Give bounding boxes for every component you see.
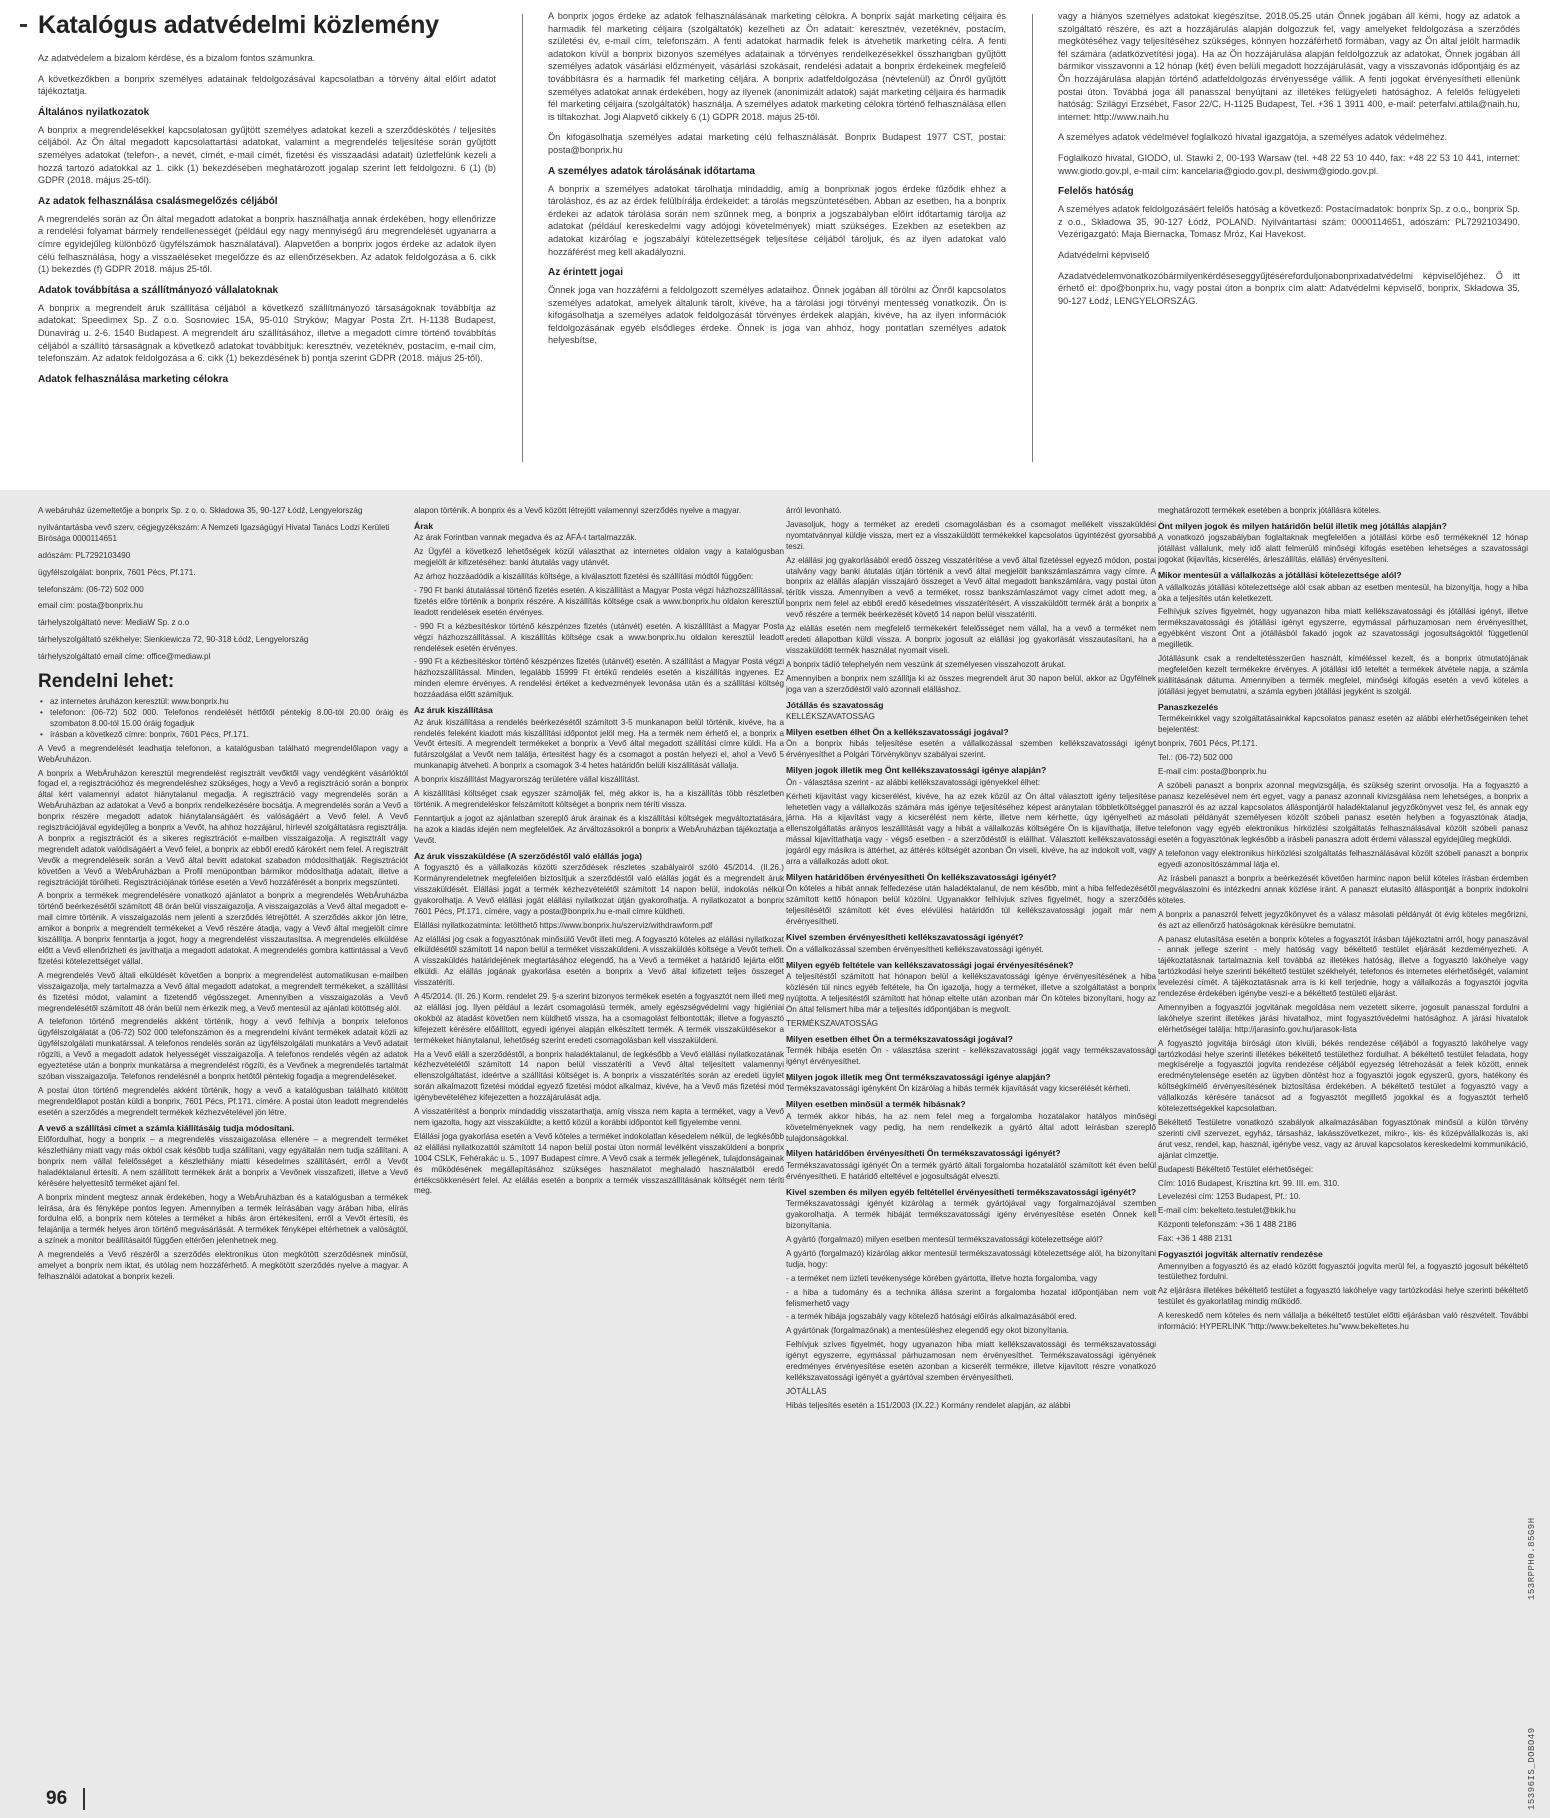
paragraph: A bonprix kiszállítást Magyarország területére vállal kiszállítást. — [414, 775, 640, 785]
paragraph: Termékszavatossági igényét Ön a termék gyártó általi forgalomba hozatalától számított két éven belül érvényesítheti. E határidő elteltével e jogosultságát elveszti. — [786, 1160, 1156, 1181]
paragraph: árról levonható. — [786, 506, 842, 515]
paragraph: Elállási nyilatkozatminta: letölthető https://www.bonprix.hu/szerviz/withdrawform.pdf — [414, 920, 713, 930]
ordering-method-item: • telefonon: (06-72) 502 000. Telefonos rendelését hétfőtől péntekig 8.00-tól 20.00 óráig és szombaton 8.00-tól 15.00 óráig fogadjuk — [38, 708, 408, 730]
paragraph: A bonprix jogos érdeke az adatok felhasználásának marketing célokra. A bonprix saját marketing céljaira és harmadik fél marketing céljaira (szolgáltatók) kezelheti az Ön adatait: keresztnév, vezetéknév, postacím, születési év, e-mail cím, telefonszám. A fenti adatokat harmadik felek is átvehetik marketing célra. A fenti adatokon kívül a bonprix bizonyos személyes adatainak a törvényes rendelkezésekkel összhangban gyűjtött személyes adatok vásárlási előzményeit, vásárlási szokásait, rendelési adatait a bonprix érdekeinek megfelelő továbbításra és a harmadik fél marketing céljára. A bonprix adatfeldolgozása (névtelenül) az Önről gyűjtött személyes adatokat annak érdekében, hogy az ilyenek (anonimizált adatok) saját marketing céljaira és harmadik fél marketing céljaira (szolgáltatók) használja. A személyes adatok marketing célokra történő felhasználása ellen is tiltakozhat. Jogi Alapvető cikkely 6 (1) GDPR 2018. május 25-től. — [548, 11, 1006, 122]
paragraph: JÓTÁLLÁS — [786, 1386, 827, 1396]
paragraph: Az eljárásra illetékes békéltető testület a fogyasztó lakóhelye vagy tartózkodási helye szerinti békéltető testület és gyakorlatilag mindig működő. — [1158, 1286, 1528, 1307]
paragraph: A bonprix a termékek megrendelésére vonatkozó ajánlatot a bonprix a megrendelés WebÁruházba történő beérkezésétől számított 48 órán belül visszaigazolja. A visszaigazolás a Vevő által megadott e-mail címre történik. A visszaigazolás nem jelenti a szerződés létrejöttét. A szerződés akkor jön létre, amikor a bonprix a megrendelt termékeket a Vevő részére átadja, vagy a Vevő által megjelölt címre kiszállítja. A bonprix fenntartja a jogot, hogy a megrendelést visszautasítsa. A megrendelés elküldése előtt a Vevő ellenőrizheti és javíthatja a megadott adatokat. A megrendelés gombra kattintással a Vevő fizetési kötelezettséget vállal. — [38, 891, 408, 966]
paragraph: - 990 Ft a kézbesítéskor történő készpénzes fizetés (utánvét) esetén. A kiszállítást a Magyar Posta végzi házhozszállítással. A kiszállítás költsége csak a www.bonprix.hu oldalon keresztül leadott rendelések esetén érvényes. — [414, 621, 784, 653]
section-heading: Milyen határidőben érvényesítheti Ön kellékszavatossági igényét? — [786, 871, 1057, 882]
paragraph: Levelezési cím: 1253 Budapest, Pf.: 10. — [1158, 1192, 1301, 1202]
privacy-notice-section — [0, 0, 1550, 488]
paragraph: A bonprix a panaszról felvett jegyzőkönyvet és a válasz másolati példányát öt évig köteles megőrizni, és azt az ellenőrző hatóságoknak kérésükre bemutatni. — [1158, 909, 1528, 930]
paragraph: vagy a hiányos személyes adatokat kiegészítse. 2018.05.25 után Önnek jogában áll kérni, hogy az adatok a szolgáltató részére, és azt a hozzájárulás alapján dolgozzuk fel, vagy amelyeket feldolgozása a szerződés megkötéséhez vagy teljesítéséhez szükséges, könnyen hozzáférhető formában, vagy az Ön által jelölt harmadik fél számára (adatközvetítési joga). Ha az Ön hozzájárulása alapján feldolgozzuk az adatokat, Önnek jogában áll bármikor visszavonni a 12 hónap (két) éven belüli megadott hozzájárulását, vagy a visszavonás időpontjáig és az Ön hozzájárulása alapján történő adatfeldolgozás érvényessége vállik. A fenti jogokat érvényesítheti ellenünk postai úton. Továbbá joga áll panasszal benyújtani az illetékes felügyeleti hatósághoz. A felelős felügyeleti hatóság: Szilágyi Erzsébet, Fasor 22/C, H-1125 Budapest, Tel. +36 1 3911 400, e-mail: peterfalvi.attila@naih.hu, internet: http://www.naih.hu — [1058, 11, 1520, 122]
paragraph: A telefonon történő megrendelés akként történik, hogy a vevő felhívja a bonprix telefonos ügyfélszolgálatát a (06-72) 502 000 telefonszámon és a megrendelni kívánt termékek adatait közli az ügyfélszolgálati munkatárssal. A telefonos rendelés során az ügyfélszolgálati munkatárs a Vevő adatait rögzíti, a Vevő a megadott adatok helyességét visszaigazolja. A telefonos rendelés végén az adatok egyeztetése után a bonprix munkatársa a megrendelést rögzíti, és a Vevőnek a megrendelés tartalmát szóban visszaigazolja. Telefonos rendelésnél a bonprix hetőtől péntekig fogadja a megrendeléseket. — [38, 1017, 408, 1081]
paragraph: A bonprix a WebÁruházon keresztül megrendelést regisztrált vevőktől vagy vendégként vásárlóktól fogad el, a regisztrációhoz és megrendeléshez szükséges, hogy a Vevő a regisztráció során a bonprix által kért valamennyi adatot hiánytalanul megadja. A regisztráció vagy megrendelés során a WebÁruházban az adatokat a Vevő a bonprix rendelkezésére bocsátja. A megrendelés során a Vevő a bonprix részére megadott adatok hiánytalanságáért és valóságáért a Vevő felel. A Vevő regisztrációjával egyidejűleg a bonprix a Vevőt, ha ahhoz hozzájárul, hírlevél szolgáltatásra regisztrálja. A bonprix a regisztrációt és a sikeres regisztrációt e-mailben visszaigazolja. A regisztrált vagy megrendelt adatok valódiságáért a Vevő felel, a bonprix az ebből eredő károkért nem felel. A regisztrált Vevők a megrendeléseik során a Vevő által bevitt adatokat szabadon módosíthatják. Regisztrációt követően a Vevő a WebÁruházban a Profil menüpontban bármikor módosíthatja adatait, illetve a regisztrációját törölheti. Regisztrációjának törlése esetén a Vevő hozzáférését a bonprix megszünteti. — [38, 768, 408, 887]
paragraph: Tel.: (06-72) 502 000 — [1158, 752, 1233, 762]
section-heading: Adatok felhasználása marketing célokra — [38, 373, 229, 385]
contact-line: nyilvántartásba vevő szerv, cégjegyzékszám: A Nemzeti Igazságügyi Hivatal Tanács Lodzi Kerületi Bírósága 0000114651 — [38, 522, 390, 543]
paragraph: A bonprix a megrendelt áruk szállítása céljából a következő szállítmányozó társaságoknak továbbítja az adatokat: Speedimex Sp. Z o.o. Sosnowiec 15A, 95-010 Stryków; Magyar Posta Zrt. H-1138 Budapest, Dunavirág u. 2-6. 1540 Budapest. A megrendelt áru szállításához, illetve a megadott címre történő továbbítás céljából a szállító társaságnak a következő adatokat továbbítjuk: keresztnév, vezetéknév, postacím, e-mail cím, telefonszám. Az adatok feldolgozása a 6. cikk (1) bekezdésének b) pontja szerint GDPR (2018. május 25-től). — [38, 302, 496, 364]
paragraph: Az áruk kiszállítása a rendelés beérkezésétől számított 3-5 munkanapon belül történik, kivéve, ha a rendelés feleként kiadott más kiszállítási időpontot jelöl meg. Ha a termék nem érhető el, a bonprix a Vevőt értesíti. A megrendelt termékeket a bonprix a Vevő által megadott szállítási címre küldi. Ha a futárszolgálat a Vevőt nem találja, értesítést hagy és a csomagot a postán helyezi el, ahol a Vevő 5 munkanapig átveheti. A bonprix a csomagok 3-4 hetes határidőn belüli kiszállítását vállalja. — [414, 717, 784, 771]
paragraph: Termékszavatossági igényét kizárólag a termék gyártójával vagy forgalmazójával szemben gyakorolhatja. A termék hibáját termékszavatossági igény érvényesítése esetén Önnek kell bizonyítania. — [786, 1199, 1156, 1231]
section-heading: Kivel szemben érvényesítheti kellékszavatossági igényét? — [786, 932, 1024, 943]
section-heading: A személyes adatok tárolásának időtartama — [548, 165, 755, 177]
paragraph: Az Ügyfél a következő lehetőségek közül választhat az internetes oldalon vagy a katalógusban megjelölt ár kifizetéséhez: banki átutalás vagy utánvét. — [414, 547, 784, 568]
paragraph: Adatvédelmi képviselő — [1058, 249, 1150, 260]
section-heading: Panaszkezelés — [1158, 701, 1219, 712]
paragraph: A szóbeli panaszt a bonprix azonnal megvizsgálja, és szükség szerint orvosolja. Ha a fogyasztó a panasz kezelésével nem ért egyet, vagy a panasz azonnali kivizsgálása nem lehetséges, a bonprix a panaszról és az azzal kapcsolatos álláspontjáról haladéktalanul jegyzőkönyvet vesz fel, és annak egy másolati példányát személyesen közölt szóbeli panasz esetén helyben a fogyasztónak átadja, telefonon vagy egyéb elektronikus hírközlési szolgáltatás felhasználásával közölt szóbeli panasz esetén a fogyasztónak legkésőbb a írásbeli panaszra adott érdemi válasszal egyidejűleg megküldi. — [1158, 780, 1528, 845]
paragraph: A bonprix mindent megtesz annak érdekében, hogy a WebÁruházban és a katalógusban a termékek leírása, ára és fényképe pontos legyen. Amennyiben a termék leírásában vagy árában hiba, elírás fordulna elő, a bonprix nem köteles a terméket a hibás áron értékesíteni, erről a Vevőt értesíti, és felajánlja a termék helyes áron történő megvásárlását. A termékek fényképei eltérhetnek a valóságtól, a színek a monitor beállításaitól függően eltérően jelenhetnek meg. — [38, 1192, 408, 1246]
paragraph: Az adatvédelem a bizalom kérdése, és a bizalom fontos számunkra. — [38, 53, 316, 63]
paragraph: Termékeinkkel vagy szolgáltatásainkkal kapcsolatos panasz esetén az alábbi elérhetőségeinken tehet bejelentést: — [1158, 714, 1528, 735]
section-heading: Milyen határidőben érvényesítheti Ön termékszavatossági igényét? — [786, 1148, 1061, 1159]
page-number: 96 — [46, 1788, 68, 1809]
paragraph: E-mail cím: bekelteto.testulet@bkik.hu — [1158, 1206, 1296, 1216]
paragraph: A személyes adatok feldolgozásáért felelős hatóság a következő: Postacímadatok: bonprix Sp. z o.o., bonprix Sp. z o.o., Składowa 35, 90-127 Łódź, POLAND. Nyilvántartási szám: 0000114651, adószám: PL7292103490. Vezérigazgató: Maja Biernacka, Tomasz Mróz, Kai Havekost. — [1058, 204, 1520, 240]
paragraph: Előfordulhat, hogy a bonprix – a megrendelés visszaigazolása ellenére – a megrendelt terméket készlethiány miatt vagy más okból csak később tudja szállítani, vagy egyáltalán nem tudja szállítani. A bonprix nem vállal felelősséget a készlethiány miatti késedelmes szállításért, erről a Vevőt haladéktalanul értesíti. A nem szállított termékek árát a bonprix a Vevőnek visszafizeti, illetve a Vevő kérésére helyettesítő terméket ajánl fel. — [38, 1135, 408, 1188]
section-heading: Milyen egyéb feltétele van kellékszavatossági jogai érvényesítésének? — [786, 959, 1074, 970]
paragraph: A fogyasztó és a vállalkozás közötti szerződések részletes szabályairól szóló 45/2014. (II.26.) Kormányrendeletnek megfelelően biztosítjuk a szerződéstől való elállás jogát és a megrendelt áruk visszaküldését. Elállási jogát a termék kézhezvételétől számított 14 napon belül, indokolás nélkül gyakorolhatja. A Vevő elállási jogát elállási nyilatkozat útján gyakorolhatja. A nyilatkozatot a bonprix 7601 Pécs, Pf.171. címére, vagy a posta@bonprix.hu e-mail címre küldheti. — [414, 863, 784, 916]
paragraph: - 790 Ft banki átutalással történő fizetés esetén. A kiszállítást a Magyar Posta végzi házhozszállítással, fizetés előre történik a bonprix részére. A kiszállítás költsége csak a www.bonprix.hu oldalon keresztül leadott rendelések esetén érvényes. — [414, 586, 784, 617]
paragraph: Amennyiben a bonprix nem szállítja ki az összes megrendelt árut 30 napon belül, akkor az Ügyfélnek joga van a szerződéstől való azonnali elálláshoz. — [786, 673, 1156, 694]
section-heading: Adatok továbbítása a szállítmányozó vállalatoknak — [38, 284, 279, 296]
paragraph: Ha a Vevő eláll a szerződéstől, a bonprix haladéktalanul, de legkésőbb a Vevő elállási nyilatkozatának kézhezvételétől számított 14 napon belül visszatéríti a Vevő által teljesített valamennyi ellenszolgáltatást, ideértve a szállítási költséget is. A bonprix a visszatérítés során az eredeti ügylet során alkalmazott fizetési móddal egyező fizetési módot alkalmaz, kivéve, ha a Vevő más fizetési mód igénybevételéhez kifejezetten a hozzájárulását adja. — [414, 1049, 784, 1103]
section-heading: Felelős hatóság — [1058, 186, 1134, 198]
paragraph: A Vevő a megrendelését leadhatja telefonon, a katalógusban található megrendelőlapon vagy a WebÁruházon. — [38, 743, 408, 764]
contact-line: tárhelyszolgáltató neve: MediaW Sp. z o.o — [38, 618, 190, 628]
paragraph: A kiszállítási költséget csak egyszer számolják fel, még akkor is, ha a kiszállítás több részletben történik. A megrendeléskor felszámított költséget a bonprix nem téríti vissza. — [414, 789, 784, 809]
paragraph: Amennyiben a fogyasztói jogvitának megoldása nem vezetett sikerre, jogosult panasszal fordulni a lakóhelye szerint illetékes járási hivatalhoz, mint fogyasztóvédelmi hatósághoz. A járási hivatalok elérhetőségei találja: http://jarasinfo.gov.hu/jarasok-lista — [1158, 1002, 1528, 1034]
paragraph: - a terméket nem üzleti tevékenysége körében gyártotta, illetve hozta forgalomba, vagy — [786, 1273, 1098, 1283]
paragraph: Az árhoz hozzáadódik a kiszállítás költsége, a kiválasztott fizetési és szállítási módtól függően: — [414, 572, 754, 582]
section-heading: Milyen jogok illetik meg Önt termékszavatossági igénye alapján? — [786, 1071, 1051, 1082]
operator-contact-block — [38, 506, 408, 663]
paragraph: meghatározott termékek esetében a bonprix jótállásra köteles. — [1158, 506, 1382, 515]
section-heading: Az érintett jogai — [548, 267, 624, 279]
paragraph: A vállalkozás jótállási kötelezettsége alól csak abban az esetben mentesül, ha bizonyítja, hogy a hiba oka a teljesítés után keletkezett. — [1158, 582, 1528, 603]
page-number-bar — [83, 1788, 85, 1810]
paragraph: Békéltető Testületre vonatkozó szabályok alkalmazásában fogyasztónak minősül a külön törvény szerinti civil szervezet, egyház, társasház, lakásszövetkezet, mikro-, kis- és középvállalkozás is, aki árut vesz, rendel, kap, használ, igénybe vesz, vagy az áruval kapcsolatos kereskedelmi kommunikáció, ajánlat címzettje. — [1158, 1118, 1528, 1160]
paragraph: Foglalkozó hivatal, GIODO, ul. Stawki 2, 00-193 Warsaw (tel. +48 22 53 10 440, fax: +48 22 53 10 441, internet: www.giodo.gov.pl, e-mail cím: kancelaria@giodo.gov.pl, desiwm@giodo.gov.pl. — [1058, 152, 1520, 176]
terms-column-4 — [1158, 506, 1528, 1796]
paragraph: Fax: +36 1 488 2131 — [1158, 1234, 1233, 1244]
paragraph: KELLÉKSZAVATOSSÁG — [786, 712, 875, 721]
page-title: Katalógus adatvédelmi közlemény — [38, 11, 439, 39]
paragraph: A bonprix a személyes adatokat tárolhatja mindaddig, amíg a bonprixnak jogos érdeke fűződik ehhez a tároláshoz, és az az érdek felülbírálja érdekeidet: a tárolás megszüntetésében. Abban az esetben, ha a bonprix érdekei az adatok tárolása során nem szűnnek meg, a bonprix a jogszabályban előírt időtartamig tárolja az adatokat (például kereskedelmi vagy adójogi követelmények) miatt szükséges. Ezekben az esetekben az adatokat kizárólag e jogszabályi kötelezettségek teljesítése céljából tároljuk, és az ilyen adatokat való hozzáférést meg kell akadályozni. — [548, 183, 1006, 257]
paragraph: Központi telefonszám: +36 1 488 2186 — [1158, 1220, 1297, 1230]
paragraph: Az elállási jog gyakorlásából eredő összeg visszatérítése a vevő által fizetéssel egyező módon, postai utalvány vagy banki átutalás útján történik a vevő által megjelölt bankszámlaszámra vagy címre. A bonprix az elállás alapján visszajáró összeget a Vevő által megadott bankszámlára, vagy postai úton térítik vissza. Amennyiben a vevő a terméket, rossz bankszámlaszámot vagy címet adott meg, a bonprix nem felel az ebből eredő késedelmes visszatérítésért. A visszaküldött termék árát a bonprix a vevő részére a termék beérkezését követő 14 napon belül visszatéríti. — [786, 555, 1156, 620]
paragraph: TERMÉKSZAVATOSSÁG — [786, 1018, 879, 1028]
paragraph: A fogyasztó jogvitája bírósági úton kívüli, békés rendezése céljából a fogyasztó lakóhelye vagy tartózkodási helye szerinti illetékes békéltető testülethez fordulhat. A békéltető testület feladata, hogy megkísérelje a fogyasztói jogvita rendezése céljából egyezség létrehozását a felek között, ennek eredménytelensége esetén az ügyben döntést hoz a fogyasztói jogok egyszerű, gyors, hatékony és költségkímélő érvényesítésének biztosítása érdekében. A békéltető testület a fogyasztó vagy a vállalkozás kérésére tanácsot ad a fogyasztót megillető jogokkal és a fogyasztót terhelő kötelezettségekkel kapcsolatban. — [1158, 1038, 1528, 1114]
paragraph: Ön a bonprix hibás teljesítése esetén a vállalkozással szemben kellékszavatossági igényt érvényesíthet a Polgári Törvénykönyv szabályai szerint. — [786, 739, 1156, 760]
paragraph: A gyártó (forgalmazó) kizárólag akkor mentesül termékszavatossági kötelezettsége alól, ha bizonyítani tudja, hogy: — [786, 1248, 1156, 1269]
paragraph: A telefonon vagy elektronikus hírközlési szolgáltatás felhasználásával közölt szóbeli panaszt a bonprix egyedi azonosítószámmal látja el. — [1158, 849, 1528, 870]
section-heading: Önt milyen jogok és milyen határidőn belül illetik meg jótállás alapján? — [1158, 520, 1447, 531]
terms-column-3 — [786, 506, 1156, 1796]
contact-line: telefonszám: (06-72) 502 000 — [38, 584, 144, 594]
paragraph: A következőkben a bonprix személyes adatainak feldolgozásával kapcsolatban a törvény által előírt adatot tájékoztatja. — [38, 73, 496, 97]
paragraph: Az elállás esetén nem megfelelő termékekért felelősséget nem vállal, ha a vevő a terméket nem eredeti állapotban küldi vissza. A bonprix jogosult az elállási jog gyakorlását visszautasítani, ha a visszaküldött termék használat nyomait viseli. — [786, 624, 1156, 655]
section-heading: Az áruk kiszállítása — [414, 705, 493, 716]
paragraph: Ön a vállalkozással szemben érvényesítheti kellékszavatossági igényét. — [786, 944, 1044, 954]
section-heading: Jótállás és szavatosság — [786, 699, 884, 710]
paragraph: Jótállásunk csak a rendeltetésszerűen használt, kíméléssel kezelt, és a bonprix útmutatójának megfelelően kezelt termékekre érvényes. A jótállási idő leteltét a termékek átvétele napja, a számla kiállításának dátuma. Amennyiben a termék megfelel, minőségi kifogás esetén a vevő köteles a jótállási jegyet bemutatni, a számla egyben jótállási jegyként is szolgál. — [1158, 654, 1528, 696]
paragraph: A kereskedő nem köteles és nem vállalja a békéltető testület előtti eljárásban való részvételt. További információ: HYPERLINK "http://www.bekeltetes.hu"www.bekeltetes.hu — [1158, 1311, 1528, 1332]
side-code-upper: 153RPPH0.85G9H — [1527, 1517, 1537, 1600]
paragraph: Budapesti Békéltető Testület elérhetőségei: — [1158, 1164, 1314, 1174]
paragraph: A bonprix tádíó telephelyén nem veszünk át személyesen visszahozott árukat. — [786, 659, 1066, 669]
contact-line: tárhelyszolgáltató email címe: office@mediaw.pl — [38, 652, 211, 662]
paragraph: Felhívjuk szíves figyelmét, hogy ugyanazon hiba miatt kellékszavatossági és termékszavatossági igényt egyszerre, egymással párhuzamosan nem érvényesíthet. Termékszavatossági igényének eredményes érvényesítése esetén azonban a kicserélt termékre, illetve kijavított részre vonatkozó kellékszavatossági igényét a gyártóval szemben érvényesítheti. — [786, 1340, 1156, 1382]
paragraph: A panasz elutasítása esetén a bonprix köteles a fogyasztót írásban tájékoztatni arról, hogy panaszával - annak jellege szerint - mely hatóság vagy békéltető testület eljárását kezdeményezheti. A tájékoztatásnak tartalmaznia kell továbbá az illetékes hatóság, illetve a fogyasztó lakóhelye vagy tartózkodási helye szerinti békéltető testület székhelyét, telefonos és internetes elérhetőségét, valamint levelezési címét. A tájékoztatásnak arra is ki kell terjednie, hogy a vállalkozás a fogyasztói jogvita rendezése érdekében igénybe veszi-e a békéltető testületi eljárást. — [1158, 934, 1528, 999]
paragraph: A 45/2014. (II. 26.) Korm. rendelet 29. §-a szerint bizonyos termékek esetén a fogyasztót nem illeti meg az elállási jog. Ilyen például a lezárt csomagolású termék, amely egészségvédelmi vagy higiéniai okokból az átadást követően nem küldhető vissza, ha a csomagolást felbontották; illetve a fogyasztó kifejezett kérésére előállított, egyedi igényei alapján elkészített termék. A termék visszaküldésekor a termékeket hiánytalanul, lehetőség szerint eredeti csomagolásban kell visszaküldeni. — [414, 992, 784, 1045]
paragraph: Az írásbeli panaszt a bonprix a beérkezését követően harminc napon belül köteles írásban érdemben megválaszolni és intézkedni annak közlése iránt. A panaszt elutasító álláspontját a bonprix indokolni köteles. — [1158, 873, 1528, 905]
ordering-method-item: • az internetes áruházon keresztül: www.bonprix.hu — [38, 697, 408, 708]
paragraph: A vonatkozó jogszabályban foglaltaknak megfelelően a jótállási körbe eső termékeknél 12 hónap jótállást vállalunk, mely idő alatt felmerülő minőségi kifogás esetében lehetséges a szavatossági jogokat (kijavítás, kicserélés, árleszállítás, elállás) érvényesíteni. — [1158, 533, 1528, 565]
paragraph: Az árak Forintban vannak megadva és az ÁFÁ-t tartalmazzák. — [414, 533, 637, 543]
paragraph: Termék hibája esetén Ön - választása szerint - kellékszavatossági jogát vagy termékszavatossági igényt érvényesíthet. — [786, 1046, 1156, 1066]
section-heading: Általános nyilatkozatok — [38, 106, 150, 118]
paragraph: A gyártónak (forgalmazónak) a mentesüléshez elegendő egy okot bizonyítania. — [786, 1326, 1070, 1336]
paragraph: Hibás teljesítés esetén a 151/2003 (IX.22.) Kormány rendelet alapján, az alábbi — [786, 1400, 1071, 1410]
section-heading: Az áruk visszaküldése (A szerződéstől való elállás joga) — [414, 850, 642, 861]
ordering-heading: Rendelni lehet: — [38, 671, 175, 693]
privacy-column-1 — [38, 10, 496, 478]
paragraph: A visszatérítést a bonprix mindaddig visszatarthatja, amíg vissza nem kapta a terméket, vagy a Vevő nem igazolta, hogy azt visszaküldte; a kettő közül a korábbi időpontot kell figyelembe venni. — [414, 1107, 784, 1127]
paragraph: Az elállási jog csak a fogyasztónak minősülő Vevőt illeti meg. A fogyasztó köteles az elállási nyilatkozat elküldésétől számított 14 napon belül a terméket visszaküldeni. A visszaküldés költsége a Vevőt terheli. A visszaküldés határidejének megtartásához elegendő, ha a Vevő a terméket a határidő lejárta előtt elküldi. Az elállás jogának gyakorlása esetén a bonprix a Vevő által kifizetett teljes összeget visszatéríti. — [414, 934, 784, 988]
ordering-method-item: • írásban a következő címre: bonprix, 7601 Pécs, Pf.171. — [38, 730, 408, 741]
paragraph: Önnek joga van hozzáférni a feldolgozott személyes adataihoz. Önnek jogában áll törölni az Önről kapcsolatos személyes adatokat, amelyek általunk tárolt, kivéve, ha a tárolási jogi törvényi mentesség vonatkozik. Ön is kifogásolhatja a személyes adatok feldolgozását törvényes érdekek alapján, kivéve, ha az ilyen információk feldolgozásának egyéb elsődleges érdeke. Önnek is joga van ahhoz, hogy pontatlan személyes adatok helyesbítse, — [548, 285, 1006, 346]
contact-line: adószám: PL7292103490 — [38, 550, 131, 560]
terms-section — [0, 490, 1550, 1818]
column-divider — [522, 14, 523, 462]
paragraph: A megrendelés a Vevő részéről a szerződés elektronikus úton megkötött szerződésnek minősül, amelyet a bonprix nem iktat, és utólag nem hozzáférhető. A megkötött szerződés nyelve a magyar. A felhasználói adatokat a bonprix kezeli. — [38, 1250, 408, 1281]
terms-column-2 — [414, 506, 784, 1796]
contact-line: tárhelyszolgáltató székhelye: Sienkiewicza 72, 90-318 Łódź, Lengyelország — [38, 635, 309, 645]
paragraph: Kérheti kijavítást vagy kicserélést, kivéve, ha az ezek közül az Ön által választott igény teljesítése lehetetlen vagy a vállalkozás számára más igénye teljesítéséhez képest aránytalan többletköltséggel járna. Ha a kijavítást vagy a kicserélést nem kérte, illetve nem kérhette, úgy igényelheti az ellenszolgáltatás arányos leszállítását vagy a hibát a vállalkozás költségére Ön is kijavíthatja, illetve mással kijavíttathatja vagy - végső esetben - a szerződéstől is elállhat. Választott kellékszavatossági jogáról egy másikra is áttérhet, az áttérés költségét azonban Ön viseli, kivéve, ha az indokolt volt, vagy arra a vállalkozás adott okot. — [786, 791, 1156, 867]
title-marker — [20, 24, 27, 27]
privacy-column-2 — [548, 10, 1006, 478]
section-heading: Milyen esetben minősül a termék hibásnak? — [786, 1099, 966, 1110]
section-heading: Milyen jogok illetik meg Önt kellékszavatossági igénye alapján? — [786, 765, 1047, 776]
contact-line: ügyfélszolgálat: bonprix, 7601 Pécs, Pf.171. — [38, 567, 196, 577]
paragraph: Cím: 1016 Budapest, Krisztina krt. 99. III. em. 310. — [1158, 1178, 1340, 1188]
paragraph: Azadatvédelemvonatkozóbármilyenkérdéseseggyűjtéséreforduljonabonprixadatvédelmi képviselőjéhez. Ő itt érhető el: dpo@bonprix.hu, vagy postai úton a bonprix cím alatt: Adatvédelmi képviselő, bonprix, Składowa 35, 90-127 Łódź, LENGYELORSZÁG. — [1058, 270, 1520, 306]
paragraph: A termék akkor hibás, ha az nem felel meg a forgalomba hozatalakor hatályos minőségi követelményeknek vagy pedig, ha nem rendelkezik a gyártó által adott leírásban szereplő tulajdonságokkal. — [786, 1111, 1156, 1143]
paragraph: - a termék hibája jogszabály vagy kötelező hatósági előírás alkalmazásából ered. — [786, 1312, 1077, 1322]
paragraph: A megrendelés Vevő általi elküldését követően a bonprix a megrendelést automatikusan e-mailben visszaigazolja, mely tartalmazza a Vevő által megadott adatokat, a megrendelt termékeket, a szállítási és fizetési módot, valamint a fizetendő végösszeget. Amennyiben a visszaigazolás a Vevő megrendelésétől számított 48 órán belül nem érkezik meg, a Vevő mentesül az ajánlati kötöttség alól. — [38, 970, 408, 1013]
section-heading: A vevő a szállítási címet a számla kiállításáig tudja módosítani. — [38, 1122, 295, 1133]
paragraph: Ön köteles a hibát annak felfedezése után haladéktalanul, de nem később, mint a hiba felfedezésétől számított kettő hónapon belül közölni. Ugyanakkor felhívjuk szíves figyelmét, hogy a szerződés teljesítésétől számított két éves elévülési határidőn túl kellékszavatossági jogait már nem érvényesítheti. — [786, 884, 1156, 927]
paragraph: A gyártó (forgalmazó) milyen esetben mentesül termékszavatossági kötelezettsége alól? — [786, 1235, 1103, 1244]
paragraph: A postai úton történő megrendelés akként történik, hogy a vevő a katalógusban található kitöltött megrendelőlapot postán küldi a bonprix, 7601 Pécs, Pf.171. címére. A postai úton leadott megrendelés esetén a szerződés a megrendelt termékek kézhezvételével jön létre. — [38, 1085, 408, 1117]
paragraph: Ön kifogásolhatja személyes adatai marketing célú felhasználását. Bonprix Budapest 1977 CST, postai: posta@bonprix.hu — [548, 132, 1006, 155]
privacy-column-1-body — [38, 52, 496, 387]
privacy-column-3 — [1058, 10, 1520, 478]
section-heading: Az adatok felhasználása csalásmegelőzés céljából — [38, 195, 278, 207]
paragraph: - a hiba a tudomány és a technika állása szerint a forgalomba hozatal időpontjában nem volt felismerhető vagy — [786, 1287, 1156, 1308]
terms-column-1-body — [38, 744, 408, 1283]
column-divider — [1032, 14, 1033, 462]
paragraph: A bonprix a megrendelésekkel kapcsolatosan gyűjtött személyes adatokat kezeli a szerződéskötés / teljesítés céljából. Az Ön által megadott kapcsolattartási adatokat, valamint a megrendelés teljesítése során gyűjtött személyes adatokat (telefon-, a nevét, címét, e-mail címét, fizetési és visszaadási adatait) üzletfelünk kezeli a hozzá tartozó adatokkal az 1. cikk (1) bekezdésében meghatározott jogalap szerint lett feldolgozni. 6 (1) (b) GDPR (2018. május 25-től). — [38, 124, 496, 186]
terms-column-1 — [38, 506, 408, 1796]
section-heading: Árak — [414, 520, 434, 531]
paragraph: - 990 Ft a kézbesítéskor történő készpénzes fizetés (utánvét) esetén. A szállítást a Magyar Posta végzi házhozszállítással. Minden, legalább 15999 Ft értékű rendelés esetén a kiszállítás ingyenes. Ez minden elemre érvényes. A rendelési értéket a kedvezmények levonása után és a szállítási költség hozzáadása előtt számítjuk. — [414, 657, 784, 700]
contact-line: email cím: posta@bonprix.hu — [38, 601, 143, 611]
contact-line: A webáruház üzemeltetője a bonprix Sp. z o. o. Składowa 35, 90-127 Łódź, Lengyelország — [38, 506, 363, 515]
section-heading: Milyen esetben élhet Ön a termékszavatossági jogával? — [786, 1033, 1013, 1044]
paragraph: bonprix, 7601 Pécs, Pf.171. — [1158, 739, 1258, 748]
paragraph: Amennyiben a fogyasztó és az eladó között fogyasztói jogvita merül fel, a fogyasztó jogosult békéltető testülethez fordulni. — [1158, 1261, 1528, 1282]
section-heading: Mikor mentesül a vállalkozás a jótállási kötelezettsége alól? — [1158, 570, 1402, 581]
paragraph: Felhívjuk szíves figyelmét, hogy ugyanazon hiba miatt kellékszavatossági és jótállási igényt, illetve termékszavatossági és jótállási igényt egyszerre, egymással párhuzamosan nem érvényesíthet, egyébként viszont Önt a jótállásból fakadó jogok az szavatossági jogosultságoktól függetlenül megilletik. — [1158, 607, 1528, 650]
paragraph: Fenntartjuk a jogot az ajánlatban szereplő áruk árainak és a kiszállítási költségek megváltoztatására, ha azok a kiadás idején nem megfelelőek. Az árváltozásokról a bonprix a WebÁruházban tájékoztatja a Vevőt. — [414, 813, 784, 845]
section-heading: Fogyasztói jogviták alternatív rendezése — [1158, 1249, 1323, 1260]
paragraph: A teljesítéstől számított hat hónapon belül a kellékszavatossági igénye érvényesítésének a hiba közlésén túl nincs egyéb feltétele, ha Ön igazolja, hogy a terméket, illetve a szolgáltatást a bonprix nyújtotta. A teljesítéstől számított hat hónap eltelte után azonban már Ön köteles bizonyítani, hogy az Ön által felismert hiba már a teljesítés időpontjában is megvolt. — [786, 972, 1156, 1014]
paragraph: Ön - választása szerint - az alábbi kellékszavatossági igényekkel élhet: — [786, 777, 1041, 787]
ordering-methods-list — [38, 697, 408, 741]
paragraph: A személyes adatok védelmével foglalkozó hivatal igazgatója, a személyes adatok védelméhez. — [1058, 132, 1448, 143]
paragraph: alapon történik. A bonprix és a Vevő között létrejött valamennyi szerződés nyelve a magyar. — [414, 506, 742, 515]
paragraph: Termékszavatossági igényként Ön kizárólag a hibás termék kijavítását vagy kicserélését kérheti. — [786, 1084, 1131, 1094]
paragraph: Javasoljuk, hogy a terméket az eredeti csomagolásban és a csomagot mellékelt visszaküldési nyomtatvánnyal küldje vissza, mert ez a visszaküldött termékekkel kapcsolatos ügyintézést gyorsabbá teszi. — [786, 519, 1156, 551]
paragraph: A megrendelés során az Ön által megadott adatokat a bonprix használhatja annak érdekében, hogy ellenőrizze a rendelési folyamat bármely rendellenességét (például egy nagy mennyiségű áru megrendelését ugyanarra a címre egyidejűleg különböző ügyfélszámok használatával). Alapvetően a bonprix jogos érdeke az adatok ilyen célú felhasználása, hogy a visszaéléseket megelőzze és az ellenőrzésekben. Az adatok feldolgozása a 6. cikk (1) bekezdés (f) GDPR 2018. május 25-től. — [38, 213, 496, 275]
section-heading: Kivel szemben és milyen egyéb feltétellel érvényesítheti termékszavatossági igényét? — [786, 1186, 1137, 1197]
section-heading: Milyen esetben élhet Ön a kellékszavatossági jogával? — [786, 726, 1009, 737]
side-code-lower: 15396IS_DOBO49 — [1527, 1727, 1537, 1810]
paragraph: E-mail cím: posta@bonprix.hu — [1158, 766, 1267, 776]
paragraph: Elállási joga gyakorlása esetén a Vevő köteles a terméket indokolatlan késedelem nélkül, de legkésőbb az elállási nyilatkozattól számított 14 napon belül postai úton normál levélként visszaküldeni a bonprix 1004 CSLK, Fehérakác u. 5., 1097 Budapest címre. A Vevő csak a termék jellegének, tulajdonságainak és működésének megállapításához szükséges használatot meghaladó használatból eredő értékcsökkenésért felel. Az elállás esetén a bonprix a termék visszaszállításának költségét nem téríti meg. — [414, 1131, 784, 1196]
